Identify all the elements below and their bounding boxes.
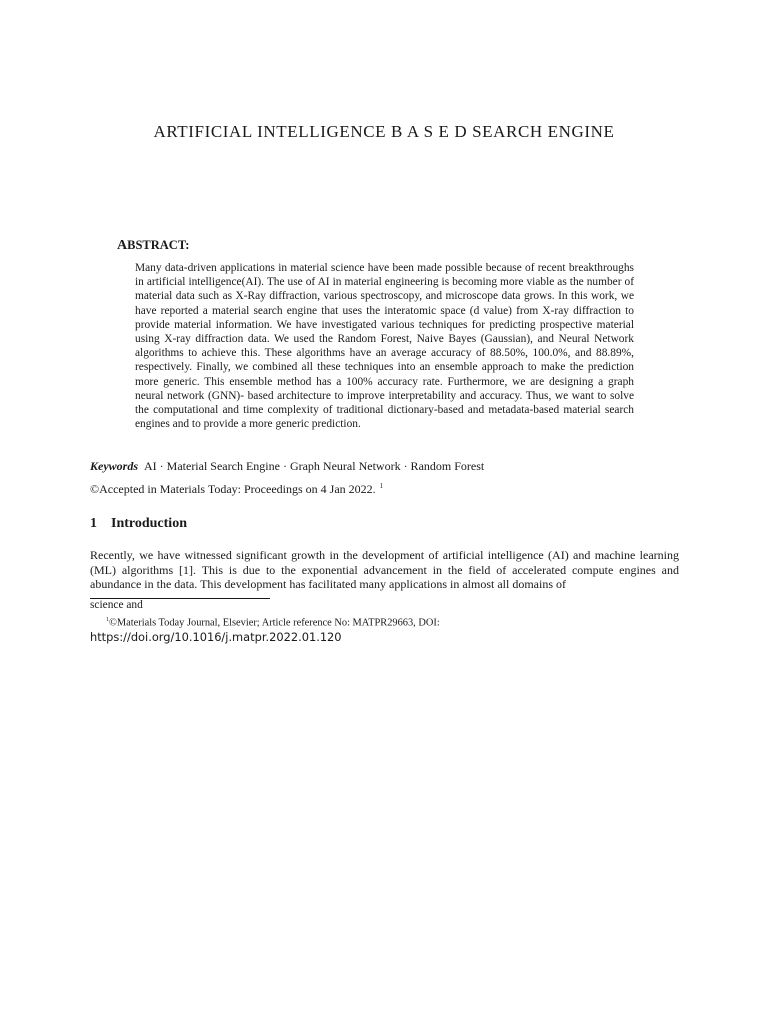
- footnote-text: ©Materials Today Journal, Elsevier; Article reference No: MATPR29663, DOI:: [109, 617, 440, 629]
- abstract-text: Many data-driven applications in material science have been made possible because of recent breakthroughs in artificial intelligence(AI). The use of AI in material engineering is becoming more viable as the number of material data such as X-Ray diffraction, various spectroscopy, and microscope data grows. In this work, we have reported a material search engine that uses the interatomic space (d value) from X-ray diffraction to provide material information. We have investigated various techniques for predicting prospective material using X-ray diffraction data. We used the Random Forest, Naive Bayes (Gaussian), and Neural Network algorithms to achieve this. These algorithms have an average accuracy of 88.50%, 100.0%, and 88.89%, respectively. Finally, we combined all these techniques into an ensemble approach to make the prediction more generic. This ensemble method has a 100% accuracy rate. Furthermore, we are designing a graph neural network (GNN)- based architecture to improve interpretability and accuracy. Thus, we want to solve the computational and time complexity of traditional dictionary-based and metadata-based material search engines and to provide a more generic prediction.: [135, 262, 634, 431]
- keywords-label: Keywords: [90, 459, 138, 473]
- footnote: [90, 613, 690, 646]
- section-title: Introduction: [111, 516, 187, 531]
- keywords-line: [90, 459, 484, 474]
- introduction-text: Recently, we have witnessed significant growth in the development of artificial intelligence (AI) and machine learning (ML) algorithms [1]. This is due to the exponential advancement in the field of accelerated compute engines and abundance in the data. This development has facilitated many applications in almost all domains of: [90, 548, 679, 592]
- accepted-footnote-mark[interactable]: 1: [379, 482, 384, 490]
- accepted-text: ©Accepted in Materials Today: Proceedings on 4 Jan 2022.: [90, 482, 376, 496]
- paper-title: ARTIFICIAL INTELLIGENCE B A S E D SEARCH ENGINE: [153, 122, 615, 141]
- footnote-mark: 1: [106, 617, 109, 623]
- doi-link[interactable]: https://doi.org/10.1016/j.matpr.2022.01.120: [90, 630, 342, 645]
- accepted-note: [90, 482, 383, 497]
- abstract-heading: [117, 238, 189, 254]
- section-number: 1: [90, 516, 97, 531]
- abstract-heading-rest: BSTRACT:: [127, 238, 190, 252]
- abstract-heading-initial: A: [117, 238, 128, 253]
- keywords-text: AI · Material Search Engine · Graph Neural Network · Random Forest: [144, 459, 485, 473]
- footnote-carryover-text: science and: [90, 599, 143, 611]
- section-heading-introduction: [90, 516, 187, 532]
